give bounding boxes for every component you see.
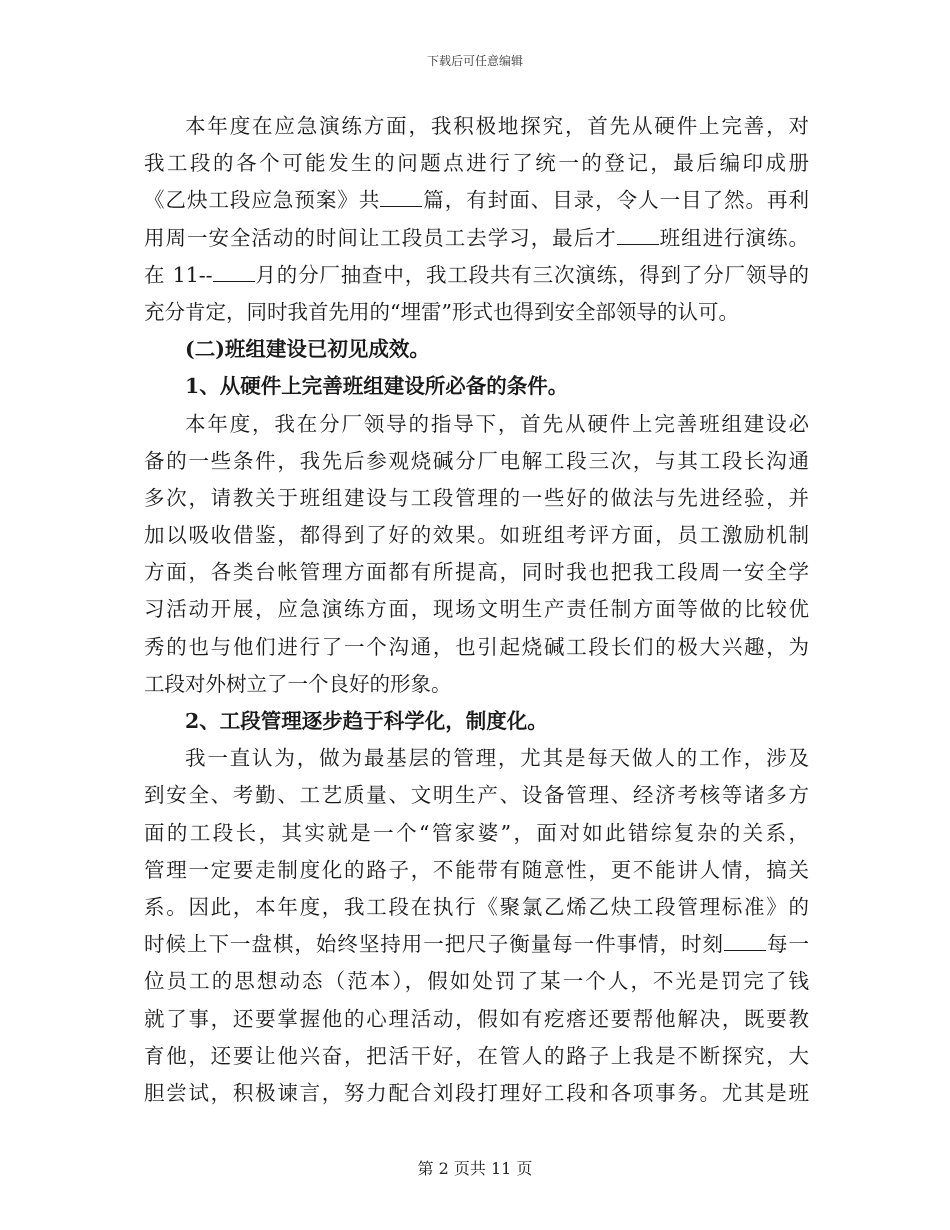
fill-in-blank: [724, 926, 766, 951]
page-header: 下载后可任意编辑: [426, 54, 523, 68]
text-line: 到安全、考勤、工艺质量、文明生产、设备管理、经济考核等诸多方: [144, 783, 809, 808]
text-line: 管理一定要走制度化的路子，不能带有随意性，更不能讲人情，搞关: [144, 857, 809, 882]
fill-in-blank: [213, 257, 255, 282]
text-line: 胆尝试，积极谏言，努力配合刘段打理好工段和各项事务。尤其是班: [144, 1080, 809, 1105]
fill-in-blank: [380, 182, 422, 207]
text-line: 工段对外树立了一个良好的形象。: [144, 671, 452, 696]
text-line: 备的一些条件，我先后参观烧碱分厂电解工段三次，与其工段长沟通: [144, 448, 809, 473]
document-body: [144, 108, 809, 1112]
text-line: 时候上下一盘棋，始终坚持用一把尺子衡量每一件事情，时刻 每一: [144, 926, 809, 963]
text-line: 方面，各类台帐管理方面都有所提高，同时我也把我工段周一安全学: [144, 560, 809, 585]
section-heading: (二)班组建设已初见成效。: [185, 337, 430, 362]
text-line: 我工段的各个可能发生的问题点进行了统一的登记，最后编印成册: [144, 151, 809, 176]
text-line: 在 11-- 月的分厂抽查中，我工段共有三次演练，得到了分厂领导的: [144, 257, 809, 294]
text-line: 本年度在应急演练方面，我积极地探究，首先从硬件上完善，对: [185, 114, 809, 138]
text-line: 习活动开展，应急演练方面，现场文明生产责任制方面等做的比较优: [144, 597, 809, 622]
text-line: 充分肯定，同时我首先用的“埋雷”形式也得到安全部领导的认可。: [144, 299, 739, 324]
text-line: 面的工段长，其实就是一个“管家婆”，面对如此错综复杂的关系，: [144, 820, 809, 845]
page-footer: 第 2 页共 11 页: [417, 1159, 533, 1178]
text-line: 育他，还要让他兴奋，把活干好，在管人的路子上我是不断探究，大: [144, 1043, 809, 1068]
section-heading: 1、从硬件上完善班组建设所必备的条件。: [185, 374, 569, 399]
text-line: 加以吸收借鉴，都得到了好的效果。如班组考评方面，员工激励机制: [144, 523, 809, 548]
text-line: 秀的也与他们进行了一个沟通，也引起烧碱工段长们的极大兴趣，为: [144, 634, 809, 659]
text-line: 多次，请教关于班组建设与工段管理的一些好的做法与先进经验，并: [144, 485, 809, 510]
section-heading: 2、工段管理逐步趋于科学化，制度化。: [185, 709, 548, 733]
fill-in-blank: [617, 220, 659, 245]
text-line: 位员工的思想动态（范本），假如处罚了某一个人，不光是罚完了钱: [144, 969, 809, 994]
text-line: 《乙炔工段应急预案》共 篇，有封面、目录，令人一目了然。再利: [144, 182, 809, 219]
text-line: 系。因此，本年度，我工段在执行《聚氯乙烯乙炔工段管理标准》的: [144, 894, 809, 919]
text-line: 用周一安全活动的时间让工段员工去学习，最后才 班组进行演练。: [144, 220, 809, 257]
text-line: 就了事，还要掌握他的心理活动，假如有疙瘩还要帮他解决，既要教: [144, 1006, 809, 1031]
text-line: 我一直认为，做为最基层的管理，尤其是每天做人的工作，涉及: [185, 746, 809, 771]
text-line: 本年度，我在分厂领导的指导下，首先从硬件上完善班组建设必: [185, 411, 809, 436]
